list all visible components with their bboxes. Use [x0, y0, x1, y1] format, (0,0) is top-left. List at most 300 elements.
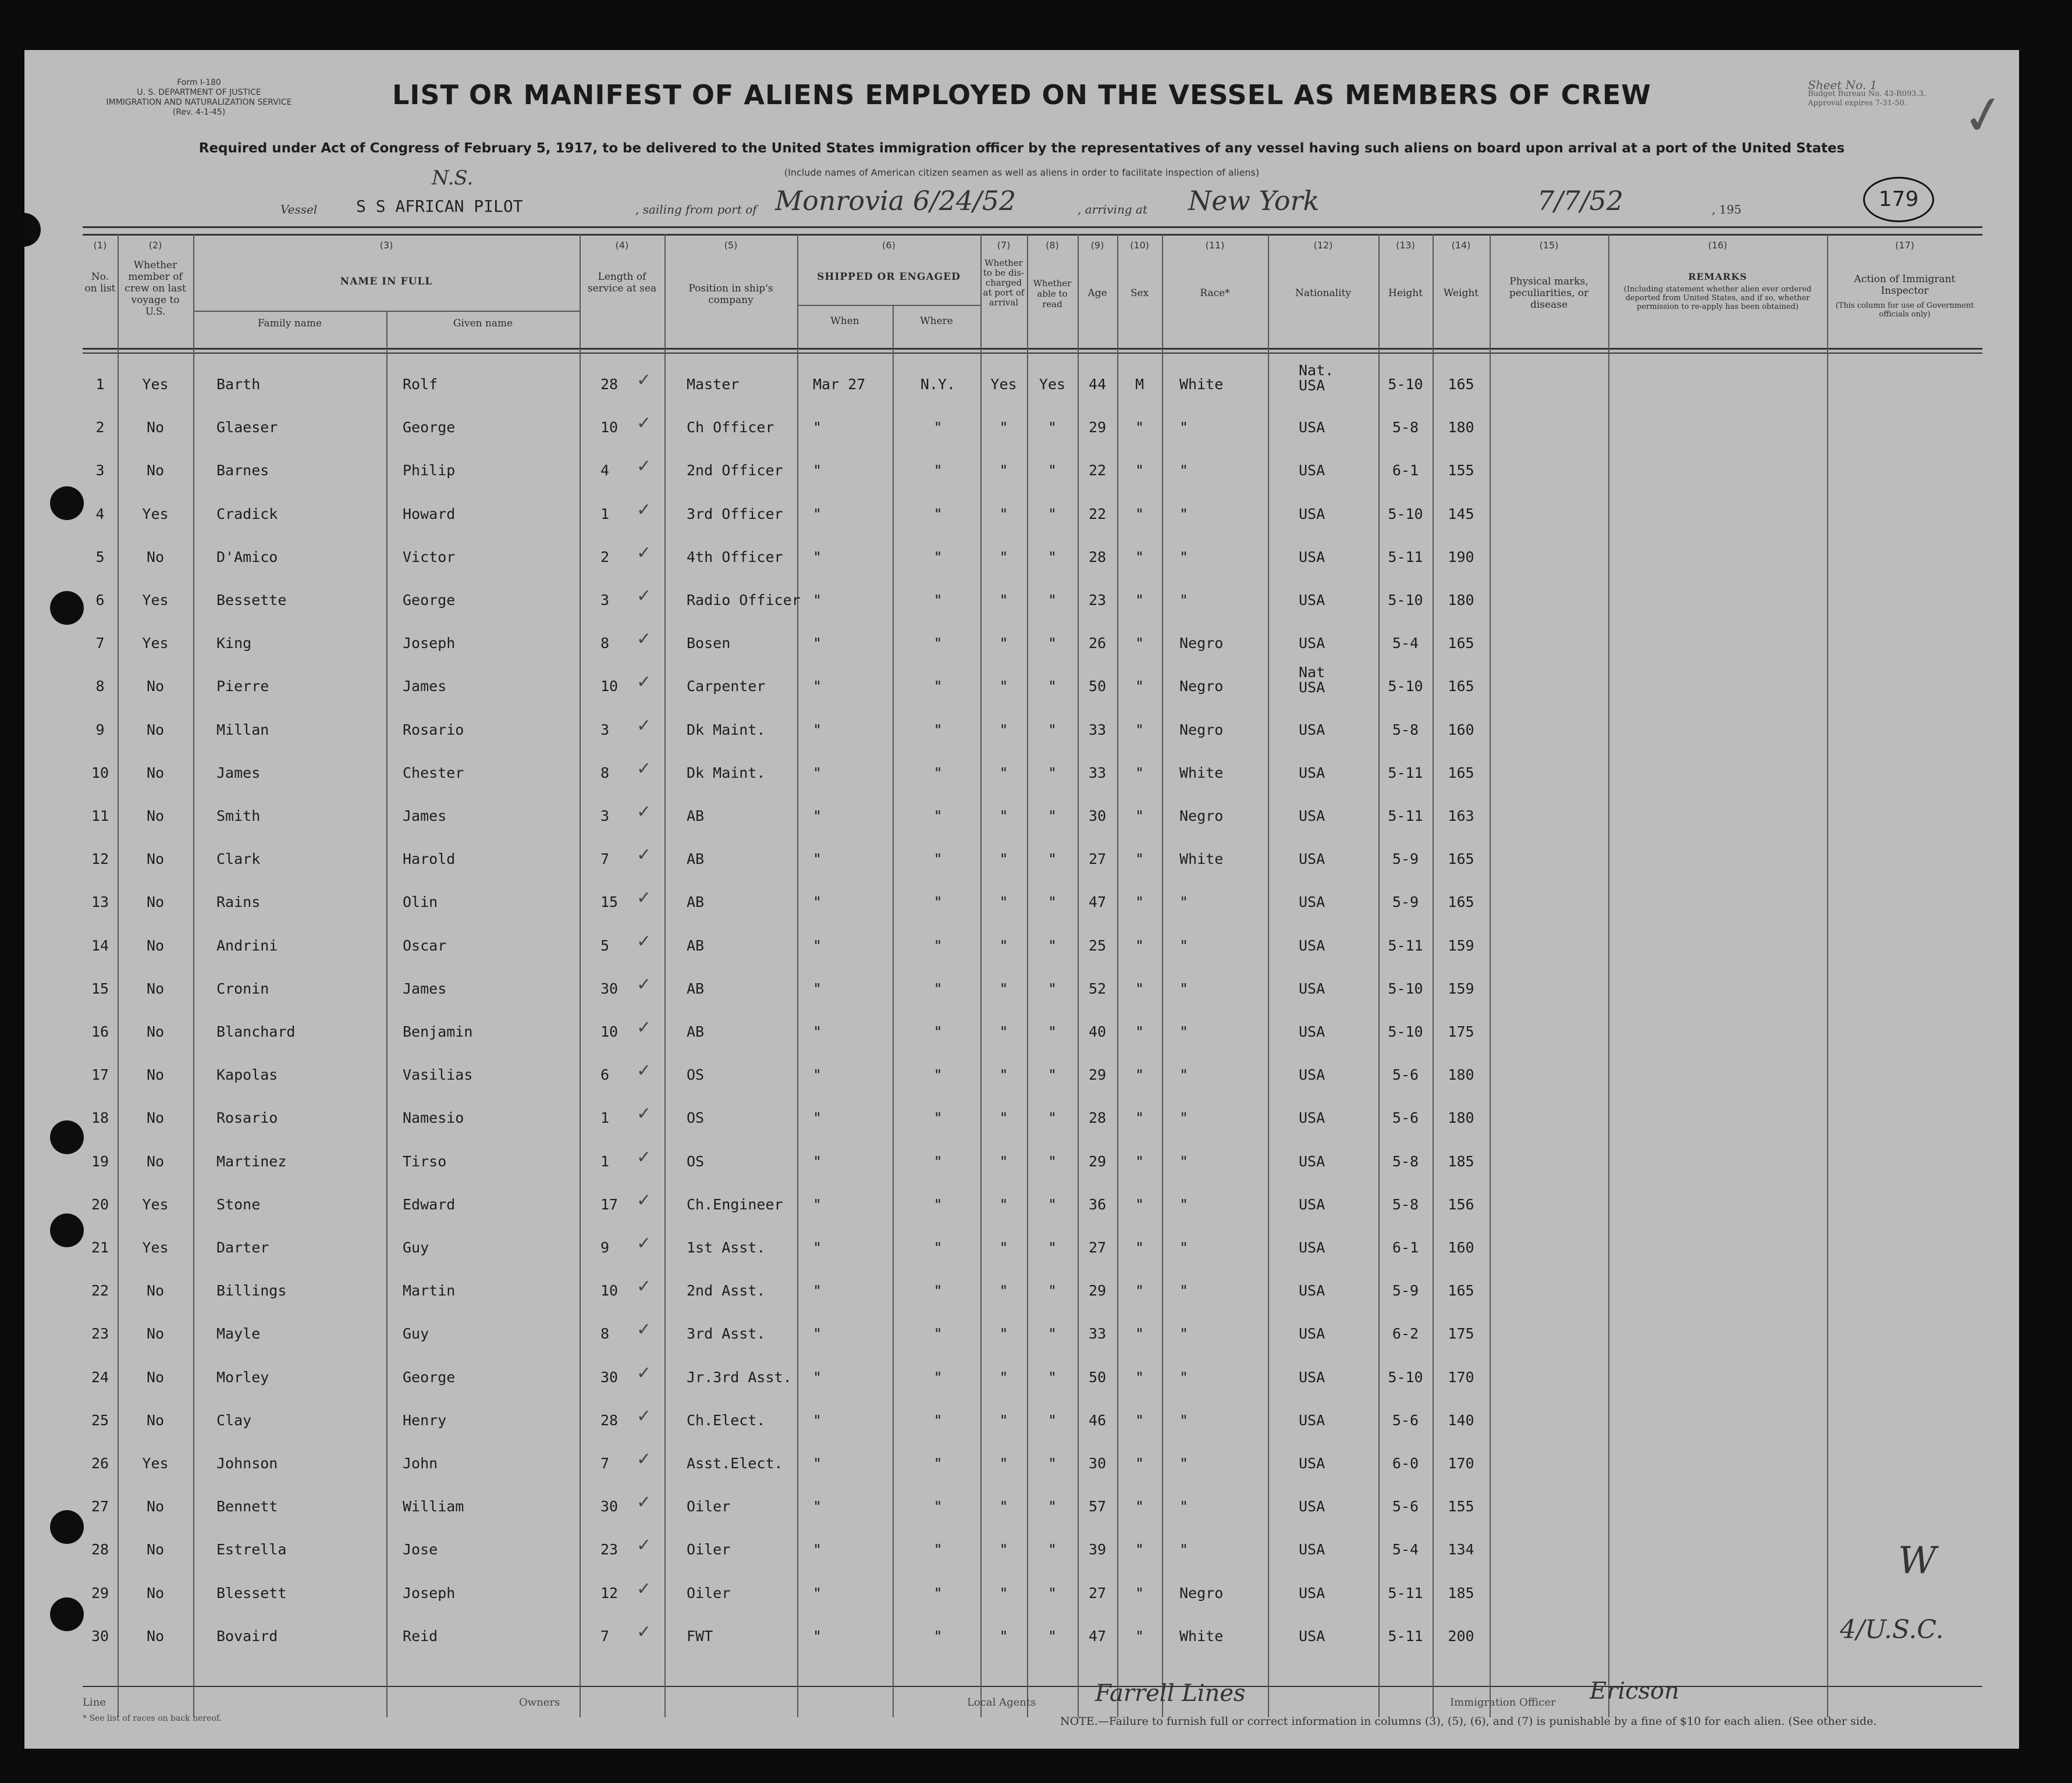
cell-nationality: Nat. USA [1299, 362, 1334, 394]
cell-when: " [813, 1282, 822, 1300]
cell-where: " [933, 1325, 943, 1343]
cell-family: Clark [216, 850, 261, 868]
cell-discharged: " [999, 894, 1008, 911]
column-divider [664, 234, 666, 1717]
cell-where: " [933, 1195, 943, 1213]
cell-age: 44 [1088, 376, 1107, 393]
column-divider [1827, 234, 1828, 1717]
cell-length: 17 [600, 1195, 619, 1213]
cell-height: 6-2 [1392, 1325, 1419, 1343]
checkmark-icon: ✓ [637, 1578, 652, 1599]
cell-family: Mayle [216, 1325, 261, 1343]
cell-sex: " [1135, 635, 1145, 652]
cell-height: 5-9 [1392, 850, 1419, 868]
cell-member: No [146, 1152, 165, 1170]
cell-age: 52 [1088, 980, 1107, 997]
cell-when: " [813, 1066, 822, 1084]
cell-age: 26 [1088, 635, 1107, 652]
cell-length: 30 [600, 1368, 619, 1386]
cell-weight: 170 [1448, 1368, 1474, 1386]
column-divider [1608, 234, 1609, 1717]
cell-age: 46 [1088, 1411, 1107, 1429]
cell-where: " [933, 1411, 943, 1429]
cell-no: 19 [91, 1152, 109, 1170]
cell-family: Pierre [216, 678, 269, 695]
cell-age: 30 [1088, 807, 1107, 824]
header-family-name: Family name [257, 318, 322, 329]
cell-position: Jr.3rd Asst. [687, 1368, 792, 1386]
table-top-rule [83, 234, 1982, 236]
cell-no: 3 [95, 462, 105, 479]
cell-no: 26 [91, 1455, 109, 1472]
cell-nationality: USA [1299, 1455, 1325, 1472]
cell-race: " [1179, 1195, 1189, 1213]
cell-discharged: " [999, 1584, 1008, 1602]
checkmark-icon: ✓ [637, 1017, 652, 1038]
cell-sex: " [1135, 980, 1145, 997]
cell-member: No [146, 1282, 165, 1300]
shipped-subheader-rule [797, 305, 980, 306]
column-divider [1117, 234, 1118, 1717]
cell-family: Cronin [216, 980, 269, 997]
binder-hole [50, 486, 84, 520]
cell-position: Master [687, 376, 740, 393]
cell-age: 27 [1088, 1584, 1107, 1602]
cell-read: " [1047, 1584, 1057, 1602]
cell-weight: 145 [1448, 505, 1474, 522]
checkmark-icon: ✓ [637, 629, 652, 650]
cell-nationality: USA [1299, 1152, 1325, 1170]
cell-sex: " [1135, 937, 1145, 954]
cell-read: " [1047, 1541, 1057, 1558]
checkmark-icon: ✓ [637, 1405, 652, 1426]
margin-scribble: 4/U.S.C. [1840, 1615, 1944, 1645]
checkmark-icon: ✓ [1957, 81, 2011, 150]
cell-nationality: USA [1299, 764, 1325, 781]
cell-when: " [813, 1584, 822, 1602]
column-number: (14) [1451, 240, 1471, 251]
cell-height: 5-11 [1388, 1584, 1423, 1602]
cell-read: " [1047, 1627, 1057, 1645]
cell-race: White [1179, 376, 1224, 393]
cell-height: 5-6 [1392, 1498, 1419, 1515]
cell-weight: 180 [1448, 1066, 1474, 1084]
cell-member: No [146, 980, 165, 997]
cell-member: No [146, 1325, 165, 1343]
cell-sex: " [1135, 592, 1145, 608]
cell-given: George [403, 419, 456, 436]
checkmark-icon: ✓ [637, 413, 652, 434]
footer-note: NOTE.—Failure to furnish full or correct information in columns (3), (5), (6), and (7) is punishable by a fine of $10 for each alien. (See other side. [1060, 1715, 1877, 1728]
cell-length: 9 [600, 1239, 610, 1256]
checkmark-icon: ✓ [637, 802, 652, 822]
cell-race: Negro [1179, 807, 1224, 824]
cell-age: 30 [1088, 1455, 1107, 1472]
cell-family: Bessette [216, 592, 287, 608]
cell-discharged: " [999, 592, 1008, 608]
cell-height: 5-11 [1388, 548, 1423, 565]
cell-height: 5-11 [1388, 937, 1423, 954]
cell-sex: " [1135, 894, 1145, 911]
cell-member: No [146, 1498, 165, 1515]
cell-nationality: USA [1299, 1498, 1325, 1515]
cell-race: " [1179, 592, 1189, 608]
cell-weight: 200 [1448, 1627, 1474, 1645]
cell-height: 5-8 [1392, 419, 1419, 436]
cell-race: White [1179, 1627, 1224, 1645]
column-divider [1162, 234, 1163, 1717]
cell-given: Martin [403, 1282, 456, 1300]
vessel-label: Vessel [280, 202, 318, 216]
cell-discharged: " [999, 1066, 1008, 1084]
cell-where: " [933, 1066, 943, 1084]
header-action-note: (This column for use of Government officials only) [1835, 301, 1974, 319]
cell-sex: " [1135, 1368, 1145, 1386]
cell-given: Victor [403, 548, 456, 565]
cell-age: 28 [1088, 1109, 1107, 1127]
cell-nationality: USA [1299, 894, 1325, 911]
page-title: LIST OR MANIFEST OF ALIENS EMPLOYED ON THE VESSEL AS MEMBERS OF CREW [392, 79, 1651, 111]
cell-age: 39 [1088, 1541, 1107, 1558]
cell-when: " [813, 764, 822, 781]
cell-read: " [1047, 721, 1057, 738]
cell-member: No [146, 1066, 165, 1084]
cell-discharged: " [999, 419, 1008, 436]
cell-given: Henry [403, 1411, 447, 1429]
checkmark-icon: ✓ [637, 456, 652, 477]
cell-race: White [1179, 764, 1224, 781]
cell-read: " [1047, 1066, 1057, 1084]
column-number: (3) [379, 240, 393, 251]
cell-member: Yes [142, 592, 169, 608]
cell-race: " [1179, 1498, 1189, 1515]
cell-height: 5-11 [1388, 807, 1423, 824]
cell-discharged: " [999, 764, 1008, 781]
cell-read: " [1047, 462, 1057, 479]
cell-height: 5-6 [1392, 1411, 1419, 1429]
cell-no: 22 [91, 1282, 109, 1300]
cell-race: " [1179, 894, 1189, 911]
checkmark-icon: ✓ [637, 499, 652, 520]
table-header-rule [83, 348, 1982, 350]
cell-race: " [1179, 1282, 1189, 1300]
cell-nationality: USA [1299, 592, 1325, 608]
cell-where: " [933, 1541, 943, 1558]
cell-position: AB [687, 937, 705, 954]
cell-when: " [813, 721, 822, 738]
cell-family: Darter [216, 1239, 269, 1256]
header-length-service: Length of service at sea [587, 271, 657, 294]
vessel-underline [83, 226, 1982, 228]
cell-position: AB [687, 807, 705, 824]
cell-read: " [1047, 1368, 1057, 1386]
cell-member: Yes [142, 1455, 169, 1472]
cell-weight: 156 [1448, 1195, 1474, 1213]
header-name-in-full: NAME IN FULL [340, 276, 433, 287]
header-position: Position in ship's company [688, 283, 773, 306]
cell-age: 50 [1088, 1368, 1107, 1386]
cell-given: Chester [403, 764, 464, 781]
cell-age: 36 [1088, 1195, 1107, 1213]
cell-weight: 155 [1448, 462, 1474, 479]
cell-race: " [1179, 937, 1189, 954]
cell-where: N.Y. [920, 376, 956, 393]
cell-sex: " [1135, 1411, 1145, 1429]
cell-discharged: " [999, 1152, 1008, 1170]
checkmark-icon: ✓ [637, 888, 652, 909]
cell-no: 6 [95, 592, 105, 608]
cell-position: AB [687, 894, 705, 911]
cell-when: " [813, 1498, 822, 1515]
header-action: Action of Immigrant Inspector [1854, 273, 1956, 297]
cell-member: No [146, 462, 165, 479]
cell-read: " [1047, 1152, 1057, 1170]
cell-length: 2 [600, 548, 610, 565]
checkmark-icon: ✓ [637, 1319, 652, 1340]
arrival-date: 7/7/52 [1537, 185, 1624, 216]
cell-length: 8 [600, 764, 610, 781]
cell-family: Barth [216, 376, 261, 393]
cell-family: James [216, 764, 261, 781]
cell-given: Joseph [403, 635, 456, 652]
cell-when: " [813, 894, 822, 911]
cell-discharged: " [999, 807, 1008, 824]
cell-discharged: " [999, 1325, 1008, 1343]
cell-weight: 165 [1448, 635, 1474, 652]
cell-read: " [1047, 894, 1057, 911]
cell-nationality: USA [1299, 807, 1325, 824]
cell-when: " [813, 505, 822, 522]
cell-position: Dk Maint. [687, 764, 766, 781]
cell-position: AB [687, 980, 705, 997]
cell-where: " [933, 678, 943, 695]
column-divider [1378, 234, 1380, 1717]
cell-length: 4 [600, 462, 610, 479]
column-divider [1490, 234, 1491, 1717]
cell-no: 25 [91, 1411, 109, 1429]
cell-no: 8 [95, 678, 105, 695]
cell-family: Martinez [216, 1152, 287, 1170]
checkmark-icon: ✓ [637, 1492, 652, 1513]
cell-discharged: " [999, 1411, 1008, 1429]
cell-nationality: USA [1299, 1195, 1325, 1213]
column-divider [1078, 234, 1079, 1717]
cell-where: " [933, 937, 943, 954]
cell-weight: 170 [1448, 1455, 1474, 1472]
column-number: (17) [1895, 240, 1914, 251]
cell-given: Philip [403, 462, 456, 479]
cell-family: Blanchard [216, 1023, 296, 1040]
cell-discharged: " [999, 1627, 1008, 1645]
cell-when: " [813, 548, 822, 565]
cell-discharged: Yes [990, 376, 1017, 393]
cell-nationality: Nat USA [1299, 664, 1325, 696]
cell-nationality: USA [1299, 1109, 1325, 1127]
cell-weight: 160 [1448, 1239, 1474, 1256]
vessel-name: S S AFRICAN PILOT [356, 197, 523, 216]
cell-nationality: USA [1299, 1325, 1325, 1343]
arriving-label: , arriving at [1078, 202, 1147, 216]
cell-family: Morley [216, 1368, 269, 1386]
cell-position: 2nd Officer [687, 462, 783, 479]
cell-discharged: " [999, 850, 1008, 868]
column-number: (1) [93, 240, 107, 251]
cell-family: Johnson [216, 1455, 278, 1472]
cell-no: 13 [91, 894, 109, 911]
cell-sex: " [1135, 1455, 1145, 1472]
cell-age: 29 [1088, 419, 1107, 436]
binder-hole [50, 1213, 84, 1247]
cell-age: 47 [1088, 894, 1107, 911]
cell-family: Stone [216, 1195, 261, 1213]
checkmark-icon: ✓ [637, 1147, 652, 1168]
sheet-info-line: Budget Bureau No. 43-R093.3. [1808, 90, 1927, 98]
year-label: , 195 [1712, 202, 1742, 216]
cell-race: " [1179, 505, 1189, 522]
cell-sex: " [1135, 678, 1145, 695]
cell-given: Rosario [403, 721, 464, 738]
cell-read: " [1047, 678, 1057, 695]
cell-discharged: " [999, 1023, 1008, 1040]
cell-given: Joseph [403, 1584, 456, 1602]
footer-owners-label: Owners [519, 1696, 560, 1709]
cell-height: 5-4 [1392, 635, 1419, 652]
cell-discharged: " [999, 937, 1008, 954]
cell-race: " [1179, 1455, 1189, 1472]
cell-given: Jose [403, 1541, 438, 1558]
cell-length: 8 [600, 635, 610, 652]
cell-weight: 159 [1448, 980, 1474, 997]
cell-read: " [1047, 1282, 1057, 1300]
sailing-label: , sailing from port of [635, 202, 757, 216]
cell-sex: " [1135, 1498, 1145, 1515]
binder-hole [24, 213, 41, 247]
subtitle: Required under Act of Congress of February 5, 1917, to be delivered to the United States immigration officer by the representatives of any vessel having such aliens on board upon arrival at a port of the United States [198, 141, 1845, 156]
cell-where: " [933, 1455, 943, 1472]
cell-family: Clay [216, 1411, 252, 1429]
cell-read: " [1047, 764, 1057, 781]
cell-member: No [146, 721, 165, 738]
cell-weight: 180 [1448, 1109, 1474, 1127]
cell-length: 3 [600, 721, 610, 738]
cell-weight: 165 [1448, 850, 1474, 868]
vessel-note: N.S. [432, 166, 474, 190]
cell-nationality: USA [1299, 1066, 1325, 1084]
cell-when: " [813, 980, 822, 997]
cell-given: Rolf [403, 376, 438, 393]
cell-position: Bosen [687, 635, 731, 652]
cell-when: " [813, 1627, 822, 1645]
cell-sex: " [1135, 1584, 1145, 1602]
form-id-line: U. S. DEPARTMENT OF JUSTICE [137, 88, 261, 97]
cell-length: 15 [600, 894, 619, 911]
cell-where: " [933, 1584, 943, 1602]
cell-length: 1 [600, 505, 610, 522]
cell-position: 1st Asst. [687, 1239, 766, 1256]
cell-given: Howard [403, 505, 456, 522]
form-id-line: (Rev. 4-1-45) [172, 108, 226, 117]
cell-race: " [1179, 1066, 1189, 1084]
table-bottom-rule [83, 1686, 1982, 1687]
cell-position: Oiler [687, 1584, 731, 1602]
checkmark-icon: ✓ [637, 1276, 652, 1297]
cell-no: 17 [91, 1066, 109, 1084]
footer-agents-label: Local Agents [967, 1696, 1036, 1709]
cell-sex: " [1135, 807, 1145, 824]
cell-weight: 159 [1448, 937, 1474, 954]
cell-family: Estrella [216, 1541, 287, 1558]
cell-position: Dk Maint. [687, 721, 766, 738]
cell-no: 10 [91, 764, 109, 781]
arriving-port: New York [1188, 185, 1320, 216]
cell-member: No [146, 419, 165, 436]
cell-age: 33 [1088, 764, 1107, 781]
column-number: (5) [724, 240, 738, 251]
cell-read: " [1047, 980, 1057, 997]
cell-when: " [813, 635, 822, 652]
cell-when: " [813, 419, 822, 436]
cell-where: " [933, 764, 943, 781]
cell-race: " [1179, 980, 1189, 997]
binder-hole [50, 1510, 84, 1544]
cell-race: " [1179, 1152, 1189, 1170]
cell-given: Edward [403, 1195, 456, 1213]
cell-discharged: " [999, 1195, 1008, 1213]
cell-family: Bovaird [216, 1627, 278, 1645]
column-divider [1268, 234, 1269, 1717]
cell-length: 3 [600, 592, 610, 608]
cell-weight: 165 [1448, 894, 1474, 911]
cell-member: No [146, 1541, 165, 1558]
cell-sex: " [1135, 1282, 1145, 1300]
cell-no: 21 [91, 1239, 109, 1256]
cell-where: " [933, 592, 943, 608]
cell-weight: 165 [1448, 764, 1474, 781]
cell-discharged: " [999, 721, 1008, 738]
cell-read: " [1047, 635, 1057, 652]
checkmark-icon: ✓ [637, 845, 652, 866]
cell-discharged: " [999, 1455, 1008, 1472]
checkmark-icon: ✓ [637, 1362, 652, 1383]
binder-hole [50, 1120, 84, 1154]
cell-family: Glaeser [216, 419, 278, 436]
cell-read: " [1047, 850, 1057, 868]
cell-sex: " [1135, 1541, 1145, 1558]
cell-given: James [403, 807, 447, 824]
cell-when: " [813, 1455, 822, 1472]
cell-age: 22 [1088, 505, 1107, 522]
cell-family: King [216, 635, 252, 652]
cell-when: " [813, 1152, 822, 1170]
column-divider [580, 234, 581, 1717]
cell-length: 5 [600, 937, 610, 954]
header-no-on-list: No. on list [84, 271, 116, 294]
cell-when: " [813, 678, 822, 695]
cell-no: 24 [91, 1368, 109, 1386]
cell-no: 16 [91, 1023, 109, 1040]
sheet-info [1808, 80, 1982, 108]
cell-height: 5-10 [1388, 980, 1423, 997]
cell-read: " [1047, 1455, 1057, 1472]
cell-where: " [933, 1109, 943, 1127]
cell-position: Ch Officer [687, 419, 774, 436]
cell-length: 8 [600, 1325, 610, 1343]
cell-height: 5-10 [1388, 376, 1423, 393]
cell-family: Blessett [216, 1584, 287, 1602]
cell-read: " [1047, 807, 1057, 824]
column-number: (8) [1046, 240, 1059, 251]
cell-length: 7 [600, 850, 610, 868]
